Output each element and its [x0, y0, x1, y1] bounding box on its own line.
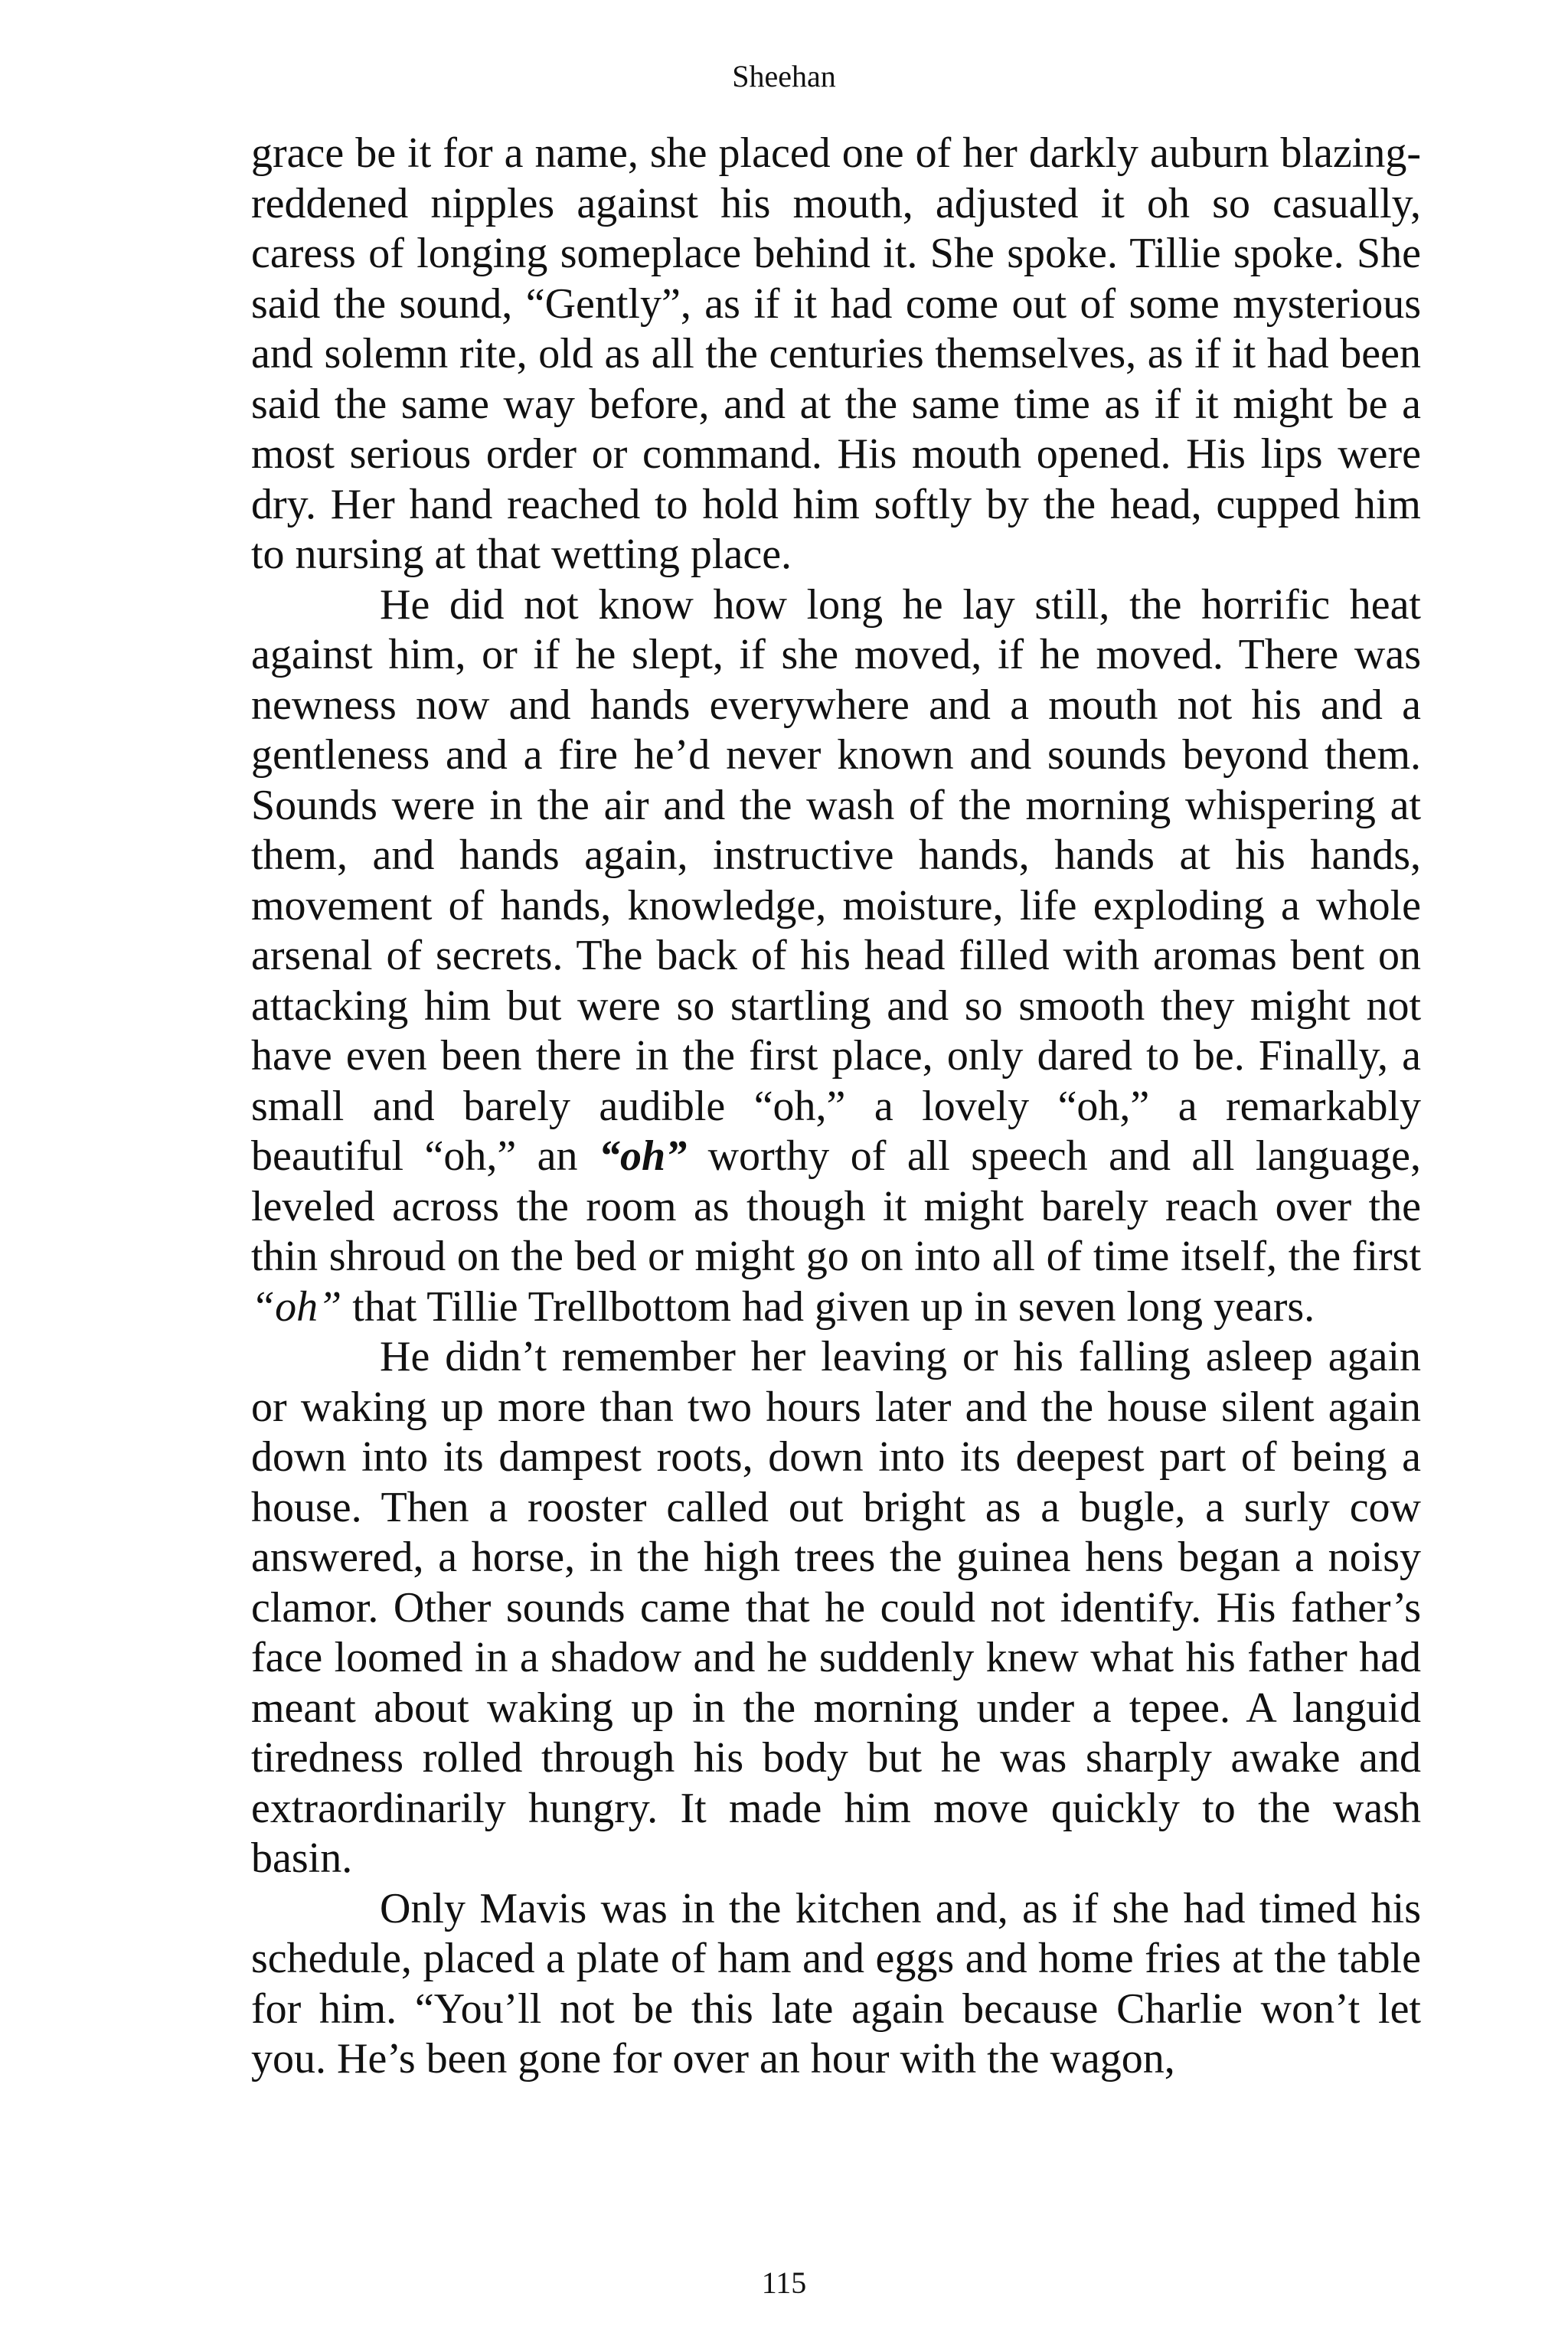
emphasized-word: “oh”: [599, 1132, 688, 1180]
paragraph: [251, 1332, 1421, 1884]
text-run: He didn’t remember her leaving or his falling asleep again or waking up more than two hours later and the house silent again down into its dampest roots, down into its deepest part of being a house. Then a rooster called out bright as a bugle, a surly cow answered, a horse, in the high trees the guinea hens began a noisy clamor. Other sounds came that he could not identify. His father’s face loomed in a shadow and he suddenly knew what his father had meant about waking up in the morning under a tepee. A languid tiredness rolled through his body but he was sharply awake and extraordinarily hungry. It made him move quickly to the wash basin.: [251, 1333, 1421, 1882]
body-text: [251, 129, 1421, 2085]
text-run: Only Mavis was in the kitchen and, as if she had timed his schedule, placed a plate of ham and eggs and home fries at the table for him. “You’ll not be this late again because Charlie won’t let you. He’s been gone for over an hour with the wagon,: [251, 1884, 1421, 2082]
text-run: He did not know how long he lay still, the horrific heat against him, or if he slept, if she moved, if he moved. There was newness now and hands everywhere and a mouth not his and a gentleness and a fire he’d never known and sounds beyond them. Sounds were in the air and the wash of the morning whispering at them, and hands again, instructive hands, hands at his hands, movement of hands, knowledge, moisture, life exploding a whole arsenal of secrets. The back of his head filled with aromas bent on attacking him but were so startling and so smooth they might not have even been there in the first place, only dared to be. Finally, a small and barely audible “oh,” a lovely “oh,” a remarkably beautiful “oh,” an: [251, 580, 1421, 1180]
running-header: Sheehan: [732, 59, 836, 93]
paragraph: [251, 580, 1421, 1333]
paragraph: [251, 129, 1421, 580]
text-run: worthy of all speech and all language, leveled across the room as though it might barely reach over the thin shroud on the bed or might go on into all of time itself, the first: [251, 1132, 1421, 1280]
paragraph: [251, 1884, 1421, 2085]
page-number: 115: [761, 2265, 807, 2300]
text-run: that Tillie Trellbottom had given up in seven long years.: [341, 1282, 1315, 1331]
emphasized-word: “oh”: [251, 1282, 342, 1331]
text-run: grace be it for a name, she placed one of her darkly auburn blazing-reddened nipples against his mouth, adjusted it oh so casually, caress of longing someplace behind it. She spoke. Tillie spoke. She said the sound, “Gently”, as if it had come out of some mysterious and solemn rite, old as all the centuries themselves, as if it had been said the same way before, and at the same time as if it might be a most serious order or command. His mouth opened. His lips were dry. Her hand reached to hold him softly by the head, cupped him to nursing at that wetting place.: [251, 129, 1421, 578]
